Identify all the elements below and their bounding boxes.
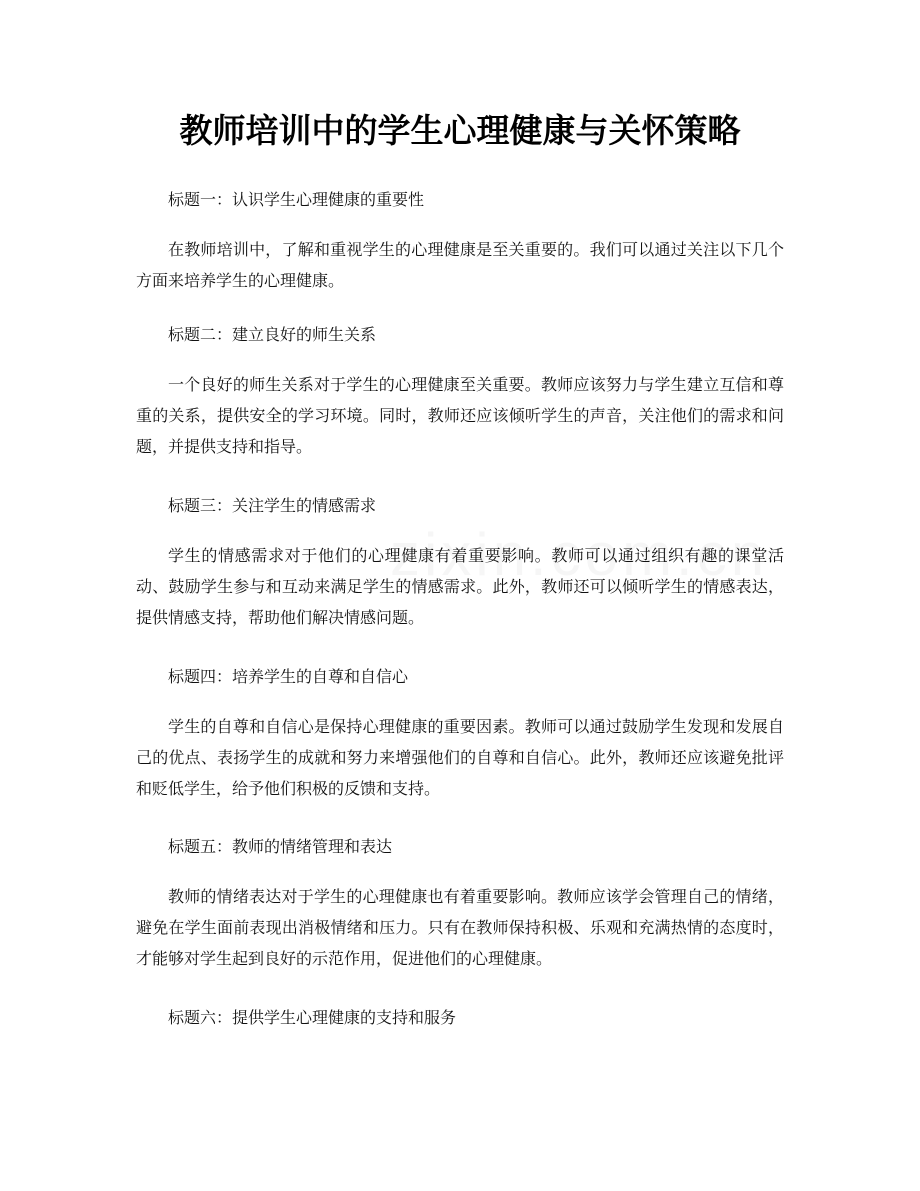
section-body-3: 学生的情感需求对于他们的心理健康有着重要影响。教师可以通过组织有趣的课堂活动、鼓励学生参与和互动来满足学生的情感需求。此外，教师还可以倾听学生的情感表达，提供情感支持，帮助他们解决情感问题。 [136, 546, 784, 627]
section-body-1: 在教师培训中，了解和重视学生的心理健康是至关重要的。我们可以通过关注以下几个方面来培养学生的心理健康。 [136, 240, 784, 290]
section-heading-1: 标题一：认识学生心理健康的重要性 [168, 190, 425, 209]
section-heading-4: 标题四：培养学生的自尊和自信心 [168, 667, 409, 686]
section-body-5: 教师的情绪表达对于学生的心理健康也有着重要影响。教师应该学会管理自己的情绪，避免在学生面前表现出消极情绪和压力。只有在教师保持积极、乐观和充满热情的态度时，才能够对学生起到良好的示范作用，促进他们的心理健康。 [136, 887, 784, 968]
document-title: 教师培训中的学生心理健康与关怀策略 [179, 111, 741, 150]
section-body-4: 学生的自尊和自信心是保持心理健康的重要因素。教师可以通过鼓励学生发现和发展自己的优点、表扬学生的成就和努力来增强他们的自尊和自信心。此外，教师还应该避免批评和贬低学生，给予他们积极的反馈和支持。 [136, 717, 784, 798]
section-heading-5: 标题五：教师的情绪管理和表达 [168, 837, 393, 856]
section-heading-3: 标题三：关注学生的情感需求 [168, 496, 377, 515]
section-body-2: 一个良好的师生关系对于学生的心理健康至关重要。教师应该努力与学生建立互信和尊重的关系，提供安全的学习环境。同时，教师还应该倾听学生的声音，关注他们的需求和问题，并提供支持和指导。 [136, 375, 784, 456]
section-heading-6: 标题六：提供学生心理健康的支持和服务 [168, 1008, 457, 1027]
section-heading-2: 标题二：建立良好的师生关系 [168, 325, 377, 344]
